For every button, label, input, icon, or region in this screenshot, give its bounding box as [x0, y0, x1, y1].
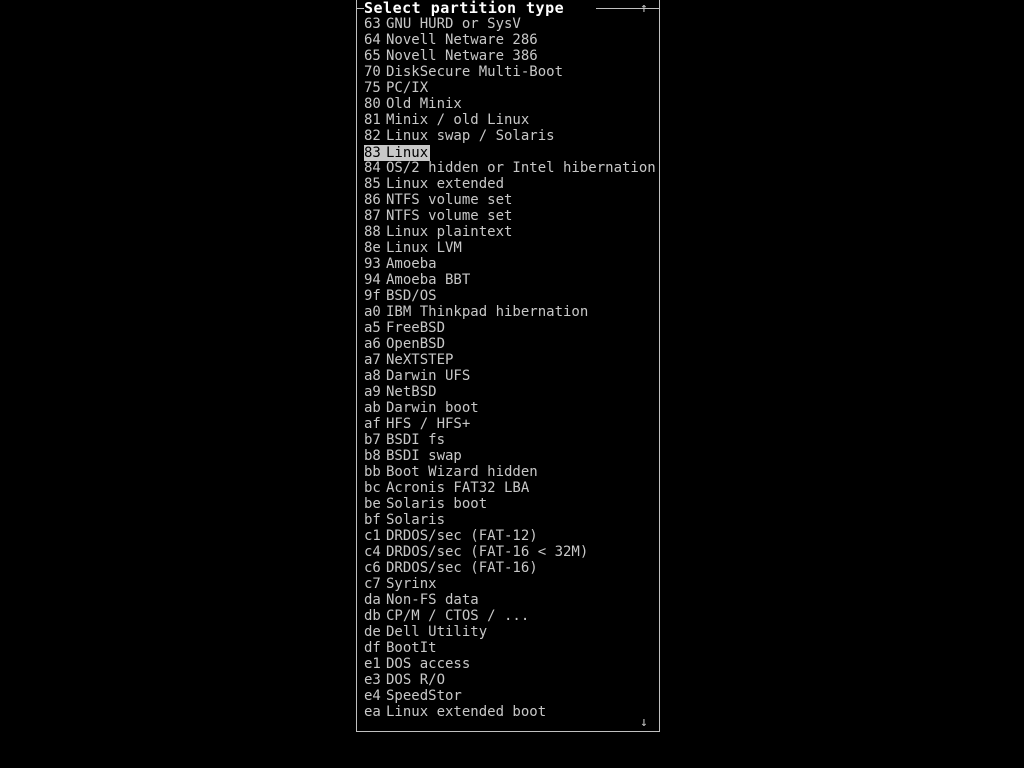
list-item[interactable]: [364, 96, 654, 112]
list-item-code: 63: [364, 16, 381, 32]
list-item-code: e3: [364, 672, 381, 688]
list-item-label: DRDOS/sec (FAT-16 < 32M): [386, 544, 589, 560]
list-item-code: 85: [364, 176, 381, 192]
list-item-code: 9f: [364, 288, 381, 304]
list-item-label: BSDI swap: [386, 448, 462, 464]
list-item[interactable]: [364, 544, 654, 560]
page-title: Select partition type: [364, 0, 565, 17]
list-item[interactable]: [364, 480, 654, 496]
list-item[interactable]: [364, 48, 654, 64]
list-item-label: BootIt: [386, 640, 437, 656]
top-border-right-segment: [596, 8, 660, 9]
list-item-code: b7: [364, 432, 381, 448]
list-item[interactable]: [364, 400, 654, 416]
list-item[interactable]: [364, 352, 654, 368]
list-item-label: Linux extended: [386, 176, 505, 192]
list-item-code: bb: [364, 464, 381, 480]
list-item[interactable]: [364, 128, 654, 144]
list-item-label: Novell Netware 286: [386, 32, 538, 48]
list-item-label: SpeedStor: [386, 688, 462, 704]
list-item-label: Amoeba: [386, 256, 437, 272]
list-item[interactable]: [364, 112, 654, 128]
list-item[interactable]: [364, 80, 654, 96]
list-item-label: Linux LVM: [386, 240, 462, 256]
list-item-label: Linux: [386, 145, 429, 161]
list-item[interactable]: [364, 64, 654, 80]
list-item-code: 80: [364, 96, 381, 112]
list-item[interactable]: [364, 32, 654, 48]
list-item-label: Solaris: [386, 512, 446, 528]
list-item-label: Dell Utility: [386, 624, 488, 640]
list-item-label: Amoeba BBT: [386, 272, 471, 288]
list-item[interactable]: [364, 288, 654, 304]
list-item-label: HFS / HFS+: [386, 416, 471, 432]
list-item[interactable]: [364, 592, 654, 608]
list-item-label: Minix / old Linux: [386, 112, 530, 128]
list-item[interactable]: [364, 304, 654, 320]
list-item-label: Acronis FAT32 LBA: [386, 480, 530, 496]
list-item-code: be: [364, 496, 381, 512]
list-item[interactable]: [364, 560, 654, 576]
list-item-code: c6: [364, 560, 381, 576]
list-item-code: c7: [364, 576, 381, 592]
list-item-label: Novell Netware 386: [386, 48, 538, 64]
list-item[interactable]: [364, 336, 654, 352]
list-item[interactable]: [364, 624, 654, 640]
list-item-code: 88: [364, 224, 381, 240]
list-item-code: db: [364, 608, 381, 624]
list-item[interactable]: [364, 224, 654, 240]
list-item[interactable]: [364, 320, 654, 336]
list-item[interactable]: [364, 432, 654, 448]
list-item-label: OS/2 hidden or Intel hibernation: [386, 160, 656, 176]
list-item-code: 84: [364, 160, 381, 176]
list-item[interactable]: [364, 704, 654, 720]
scroll-down-arrow-icon[interactable]: ↓: [640, 715, 648, 730]
list-item[interactable]: [364, 208, 654, 224]
list-item[interactable]: [364, 576, 654, 592]
list-item-label: Solaris boot: [386, 496, 488, 512]
list-item-label: Darwin boot: [386, 400, 479, 416]
list-item-label: NTFS volume set: [386, 192, 513, 208]
list-item[interactable]: [364, 528, 654, 544]
list-item-label: DOS access: [386, 656, 471, 672]
list-item-code: ab: [364, 400, 381, 416]
list-item[interactable]: [364, 16, 654, 32]
list-item-label: DiskSecure Multi-Boot: [386, 64, 564, 80]
partition-type-list[interactable]: [364, 16, 654, 720]
list-item[interactable]: [364, 672, 654, 688]
list-item-label: Boot Wizard hidden: [386, 464, 538, 480]
list-item[interactable]: [364, 368, 654, 384]
list-item[interactable]: [364, 512, 654, 528]
list-item-code: a6: [364, 336, 381, 352]
list-item[interactable]: [364, 176, 654, 192]
list-item-label: Old Minix: [386, 96, 462, 112]
list-item[interactable]: [364, 192, 654, 208]
list-item[interactable]: [364, 608, 654, 624]
list-item-label: Syrinx: [386, 576, 437, 592]
list-item-code: b8: [364, 448, 381, 464]
list-item[interactable]: [364, 240, 654, 256]
list-item-code: ea: [364, 704, 381, 720]
list-item-code: a7: [364, 352, 381, 368]
list-item-label: DRDOS/sec (FAT-12): [386, 528, 538, 544]
top-border-left-segment: [356, 8, 364, 9]
list-item-label: FreeBSD: [386, 320, 446, 336]
list-item-code: a8: [364, 368, 381, 384]
list-item-label: Linux plaintext: [386, 224, 513, 240]
list-item-code: 83: [364, 145, 381, 161]
list-item-code: 70: [364, 64, 381, 80]
list-item-code: de: [364, 624, 381, 640]
list-item-code: bf: [364, 512, 381, 528]
list-item-code: a9: [364, 384, 381, 400]
list-item-code: 94: [364, 272, 381, 288]
list-item[interactable]: [364, 640, 654, 656]
list-item-code: e1: [364, 656, 381, 672]
list-item-code: a5: [364, 320, 381, 336]
list-item-code: 86: [364, 192, 381, 208]
list-item-code: 82: [364, 128, 381, 144]
list-item-label: Non-FS data: [386, 592, 479, 608]
list-item-code: 75: [364, 80, 381, 96]
list-item-code: da: [364, 592, 381, 608]
list-item[interactable]: [364, 416, 654, 432]
list-item-label: DOS R/O: [386, 672, 446, 688]
list-item-label: NTFS volume set: [386, 208, 513, 224]
list-item-code: c1: [364, 528, 381, 544]
list-item-code: 65: [364, 48, 381, 64]
list-item-label: BSD/OS: [386, 288, 437, 304]
list-item-code: bc: [364, 480, 381, 496]
list-item-code: e4: [364, 688, 381, 704]
list-item-code: 87: [364, 208, 381, 224]
list-item[interactable]: [364, 384, 654, 400]
list-item-code: af: [364, 416, 381, 432]
list-item-label: PC/IX: [386, 80, 429, 96]
list-item-label: Linux swap / Solaris: [386, 128, 555, 144]
list-item[interactable]: [364, 256, 654, 272]
list-item-label: NeXTSTEP: [386, 352, 454, 368]
scroll-up-arrow-icon[interactable]: ↑: [640, 1, 648, 16]
list-item-label: CP/M / CTOS / ...: [386, 608, 530, 624]
list-item-code: c4: [364, 544, 381, 560]
list-item[interactable]: [364, 272, 654, 288]
list-item-code: df: [364, 640, 381, 656]
list-item-code: 81: [364, 112, 381, 128]
list-item-label: DRDOS/sec (FAT-16): [386, 560, 538, 576]
list-item-code: a0: [364, 304, 381, 320]
list-item-label: Linux extended boot: [386, 704, 547, 720]
list-item-code: 8e: [364, 240, 381, 256]
list-item-label: IBM Thinkpad hibernation: [386, 304, 589, 320]
list-item[interactable]: [364, 145, 430, 161]
list-item[interactable]: [364, 688, 654, 704]
list-item-code: 93: [364, 256, 381, 272]
list-item-label: Darwin UFS: [386, 368, 471, 384]
list-item-label: BSDI fs: [386, 432, 446, 448]
list-item[interactable]: [364, 656, 654, 672]
list-item-label: GNU HURD or SysV: [386, 16, 521, 32]
list-item-label: NetBSD: [386, 384, 437, 400]
list-item[interactable]: [364, 160, 654, 176]
list-item[interactable]: [364, 448, 654, 464]
list-item[interactable]: [364, 496, 654, 512]
list-item[interactable]: [364, 464, 654, 480]
list-item-label: OpenBSD: [386, 336, 446, 352]
list-item-code: 64: [364, 32, 381, 48]
